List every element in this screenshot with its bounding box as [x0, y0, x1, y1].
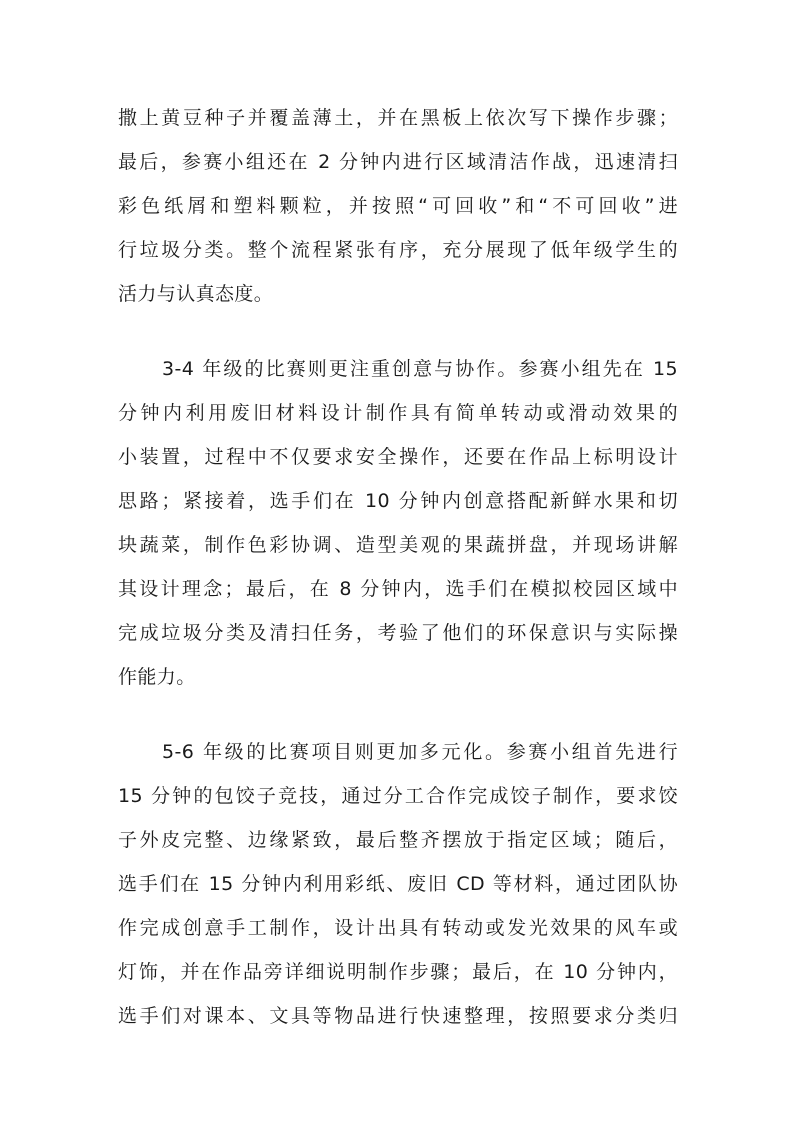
- paragraph-1-line-1: 撒上黄豆种子并覆盖薄土，并在黑板上依次写下操作步骤；: [118, 107, 678, 129]
- paragraph-3-line-4: 选手们在 15 分钟内利用彩纸、废旧 CD 等材料，通过团队协: [118, 873, 678, 895]
- paragraph-1-line-2: 最后，参赛小组还在 2 分钟内进行区域清洁作战，迅速清扫: [118, 151, 678, 173]
- paragraph-1-line-3: 彩色纸屑和塑料颗粒，并按照“可回收”和“不可回收”进: [118, 195, 678, 217]
- paragraph-1-line-5: 活力与认真态度。: [118, 283, 274, 305]
- paragraph-3-line-5: 作完成创意手工制作，设计出具有转动或发光效果的风车或: [118, 917, 678, 939]
- paragraph-1-line-4: 行垃圾分类。整个流程紧张有序，充分展现了低年级学生的: [118, 239, 678, 261]
- paragraph-2-line-1: 3-4 年级的比赛则更注重创意与协作。参赛小组先在 15: [162, 358, 678, 380]
- paragraph-2-line-5: 块蔬菜，制作色彩协调、造型美观的果蔬拼盘，并现场讲解: [118, 534, 678, 556]
- paragraph-3-line-3: 子外皮完整、边缘紧致，最后整齐摆放于指定区域；随后，: [118, 829, 678, 851]
- paragraph-2-line-4: 思路；紧接着，选手们在 10 分钟内创意搭配新鲜水果和切: [118, 490, 678, 512]
- paragraph-2-line-8: 作能力。: [118, 666, 196, 688]
- paragraph-2-line-7: 完成垃圾分类及清扫任务，考验了他们的环保意识与实际操: [118, 622, 678, 644]
- paragraph-2-line-3: 小装置，过程中不仅要求安全操作，还要在作品上标明设计: [118, 446, 678, 468]
- paragraph-3-line-1: 5-6 年级的比赛项目则更加多元化。参赛小组首先进行: [162, 741, 678, 763]
- paragraph-2-line-6: 其设计理念；最后，在 8 分钟内，选手们在模拟校园区域中: [118, 578, 678, 600]
- paragraph-3-line-7: 选手们对课本、文具等物品进行快速整理，按照要求分类归: [118, 1005, 678, 1027]
- paragraph-2-line-2: 分钟内利用废旧材料设计制作具有简单转动或滑动效果的: [118, 402, 678, 424]
- paragraph-3-line-2: 15 分钟的包饺子竞技，通过分工合作完成饺子制作，要求饺: [118, 785, 678, 807]
- paragraph-3-line-6: 灯饰，并在作品旁详细说明制作步骤；最后，在 10 分钟内，: [118, 961, 678, 983]
